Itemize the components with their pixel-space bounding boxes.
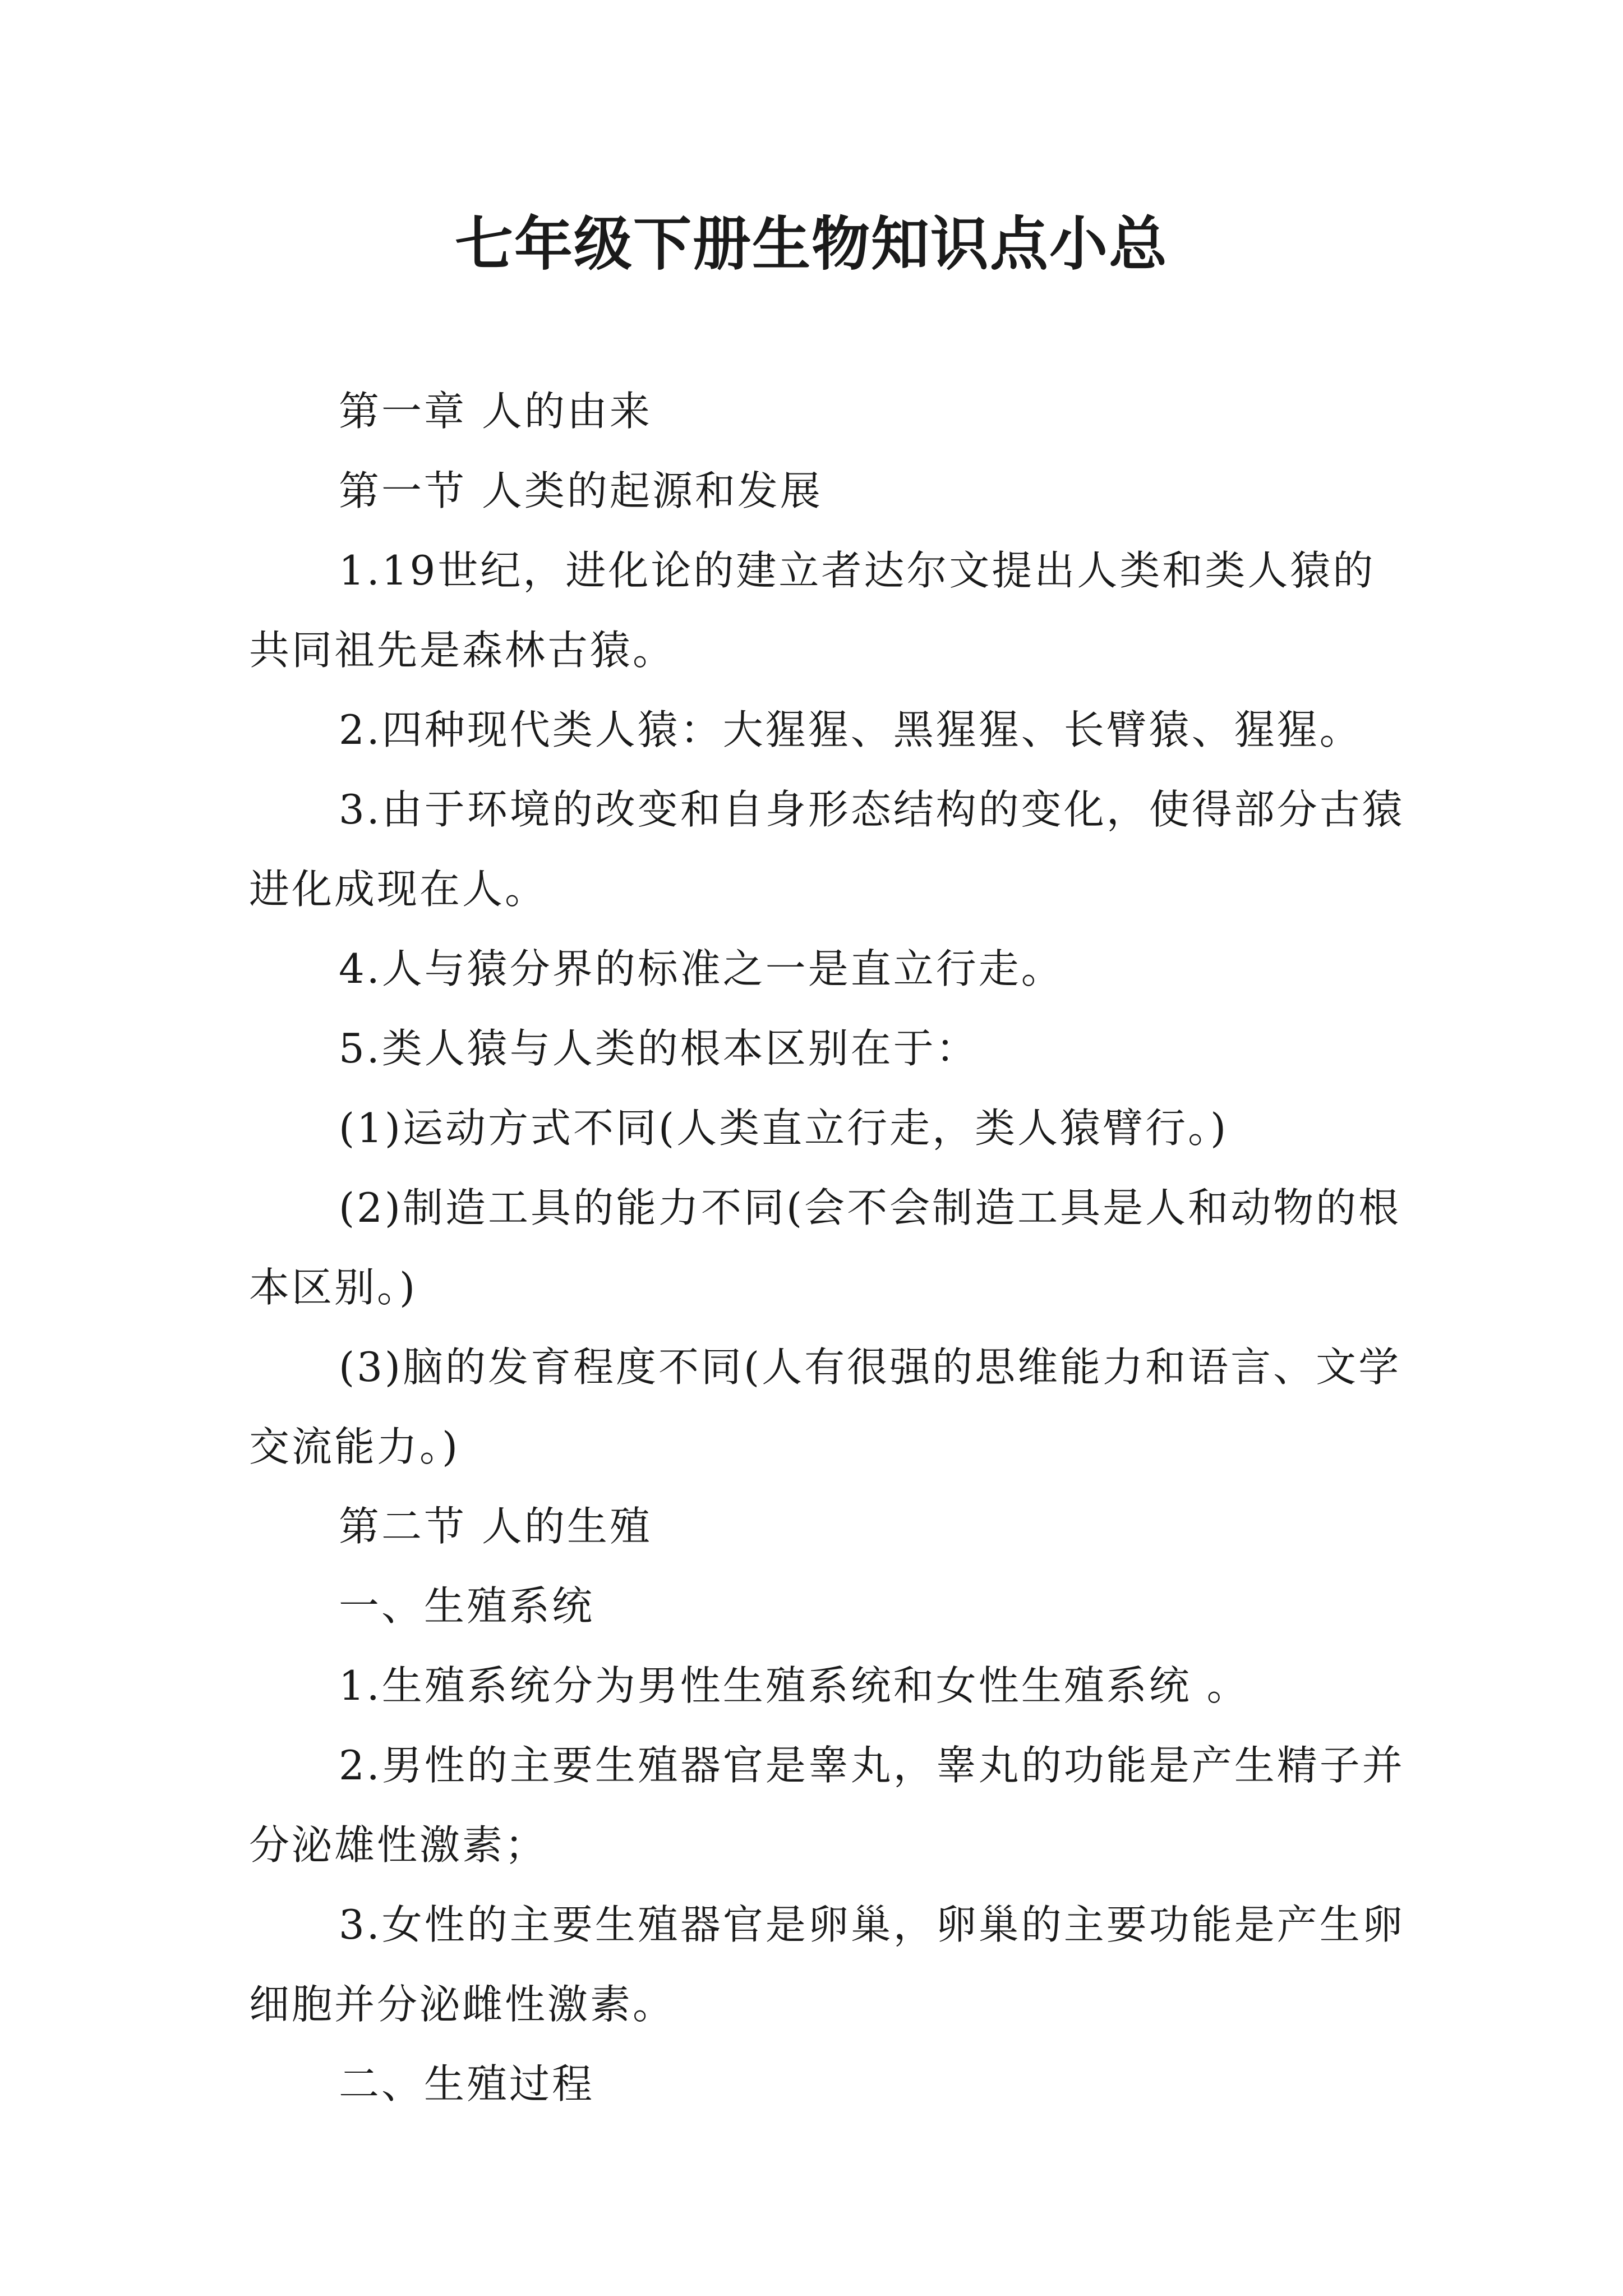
section-heading: 第一节 人类的起源和发展 <box>339 467 823 514</box>
paragraph: 3.由于环境的改变和自身形态结构的变化，使得部分古猿进化成现在人。 <box>249 786 1405 913</box>
document-body <box>249 371 1410 2124</box>
list-item: (1)运动方式不同(人类直立行走，类人猿臂行。) <box>339 1105 1229 1152</box>
document-title: 七年级下册生物知识点小总 <box>454 209 1168 278</box>
paragraph: 5.类人猿与人类的根本区别在于： <box>339 1025 979 1072</box>
subsection-heading: 二、生殖过程 <box>339 2060 595 2108</box>
paragraph: 1.生殖系统分为男性生殖系统和女性生殖系统 。 <box>339 1662 1249 1709</box>
list-item: (3)脑的发育程度不同(人有很强的思维能力和语言、文学交流能力。) <box>249 1343 1401 1470</box>
paragraph: 1.19世纪，进化论的建立者达尔文提出人类和类人猿的共同祖先是森林古猿。 <box>249 547 1376 674</box>
list-item: (2)制造工具的能力不同(会不会制造工具是人和动物的根本区别。) <box>249 1184 1401 1311</box>
paragraph: 3.女性的主要生殖器官是卵巢，卵巢的主要功能是产生卵细胞并分泌雌性激素。 <box>249 1901 1405 2028</box>
paragraph: 4.人与猿分界的标准之一是直立行走。 <box>339 945 1064 992</box>
section-heading: 第二节 人的生殖 <box>339 1503 652 1550</box>
subsection-heading: 一、生殖系统 <box>339 1582 595 1630</box>
chapter-heading: 第一章 人的由来 <box>339 388 652 435</box>
paragraph: 2.四种现代类人猿：大猩猩、黑猩猩、长臂猿、猩猩。 <box>339 706 1362 753</box>
paragraph: 2.男性的主要生殖器官是睾丸，睾丸的功能是产生精子并分泌雄性激素； <box>249 1742 1405 1869</box>
